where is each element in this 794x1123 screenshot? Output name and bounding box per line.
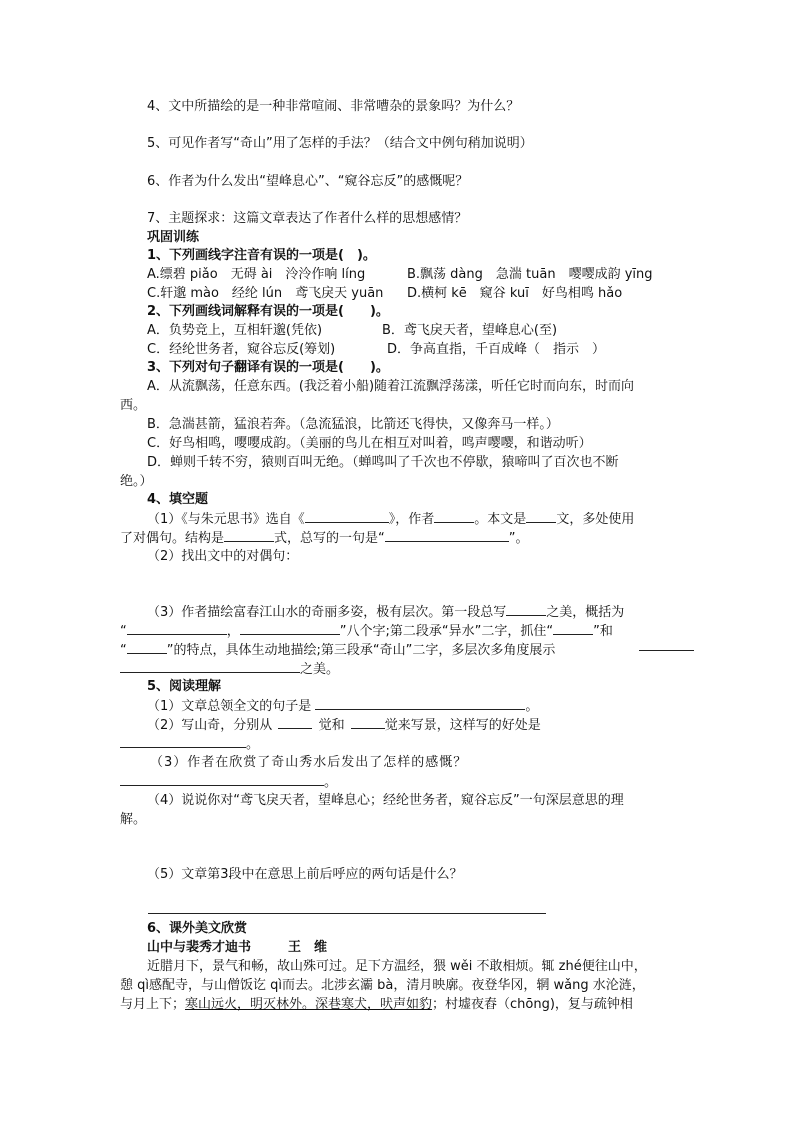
exercise-2-title: 2、下列画线词解释有误的一项是( )。 <box>147 304 389 319</box>
reading-item-4-cont: 解。 <box>120 812 147 827</box>
fill-blank[interactable] <box>506 603 546 616</box>
fill-blank[interactable] <box>385 529 509 542</box>
reading-item-2-cont: 。 <box>120 735 259 753</box>
exercise-3-option-c: C．好鸟相鸣，嘤嘤成韵。（美丽的鸟儿在相互对叫着，鸣声嘤嘤，和谐动听） <box>147 436 592 451</box>
exercise-1-option-b: B.飘荡 dàng 急湍 tuān 嘤嘤成韵 yīng <box>407 267 653 282</box>
fill-blank[interactable] <box>639 650 694 651</box>
fill-blank[interactable] <box>305 510 389 523</box>
essay-line-1: 近腊月下，景气和畅，故山殊可过。足下方温经，猥 wěi 不敢相烦。辄 zhé便往山中， <box>147 959 647 974</box>
fill-blank[interactable] <box>240 622 340 635</box>
fill-item-1: （1）《与朱元思书》选自《 》，作者 。本文是 文，多处使用 <box>147 512 635 527</box>
section-heading-reading: 5、阅读理解 <box>147 679 222 694</box>
essay-author: 王 维 <box>288 940 328 955</box>
fill-blank[interactable] <box>120 660 300 673</box>
answer-blank[interactable] <box>351 716 385 729</box>
exercise-3-option-b: B．急湍甚箭，猛浪若奔。（急流猛浪，比箭还飞得快，又像奔马一样。） <box>147 417 559 432</box>
reading-item-3: （3）作者在欣赏了奇山秀水后发出了怎样的感慨？ <box>150 755 468 770</box>
exercise-3-option-a: A．从流飘荡，任意东西。(我泛着小船)随着江流飘浮荡漾，听任它时而向东，时而向 <box>147 379 635 394</box>
essay-title: 山中与裴秀才迪书 <box>147 940 252 955</box>
exercise-3-option-d: D．蝉则千转不穷，猿则百叫无绝。（蝉鸣叫了千次也不停歇，猿啼叫了百次也不断 <box>147 455 619 470</box>
fill-item-3-cont-3: 之美。 <box>120 660 339 678</box>
answer-line[interactable] <box>148 913 546 914</box>
fill-blank[interactable] <box>127 641 167 654</box>
exercise-1-option-a: A.缥碧 piǎo 无碍 ài 泠泠作响 líng <box>147 267 366 282</box>
fill-blank[interactable] <box>127 622 227 635</box>
fill-blank[interactable] <box>526 510 556 523</box>
section-heading-fill: 4、填空题 <box>147 492 209 507</box>
exercise-1-option-c: C.轩邈 mào 经纶 lún 鸢飞戾天 yuān <box>147 286 384 301</box>
exercise-2-option-c: C．经纶世务者，窥谷忘反(筹划) <box>147 342 336 357</box>
exercise-3-option-a-cont: 西。 <box>120 398 147 413</box>
exercise-1-title: 1、下列画线字注音有误的一项是( )。 <box>147 248 376 263</box>
reading-item-5: （5）文章第3段中在意思上前后呼应的两句话是什么？ <box>147 867 463 882</box>
question-6: 6、作者为什么发出“望峰息心”、“窥谷忘反”的感慨呢？ <box>147 174 469 189</box>
answer-blank[interactable] <box>120 735 246 748</box>
fill-item-3: （3）作者描绘富春江山水的奇丽多姿，极有层次。第一段总写 之美，概括为 <box>147 605 625 620</box>
exercise-3-option-d-cont: 绝。） <box>120 474 153 489</box>
exercise-1-option-d: D.横柯 kē 窥谷 kuī 好鸟相鸣 hǎo <box>407 286 623 301</box>
fill-blank[interactable] <box>553 622 593 635</box>
essay-underlined-phrase: 寒山远火，明灭林外。深巷寒犬，吠声如豹 <box>185 997 433 1012</box>
essay-line-3: 与月上下；寒山远火，明灭林外。深巷寒犬，吠声如豹；村墟夜舂（chōng)，复与疏钟相 <box>120 997 633 1012</box>
answer-blank[interactable] <box>120 773 324 786</box>
fill-item-1-cont: 了对偶句。结构是 式，总写的一句是“ ”。 <box>120 531 529 546</box>
fill-item-3-cont-1: “ ， ”八个字;第二段承“异水”二字，抓住“ ”和 <box>120 624 613 639</box>
section-heading-extra: 6、课外美文欣赏 <box>147 921 248 936</box>
exercise-2-option-b: B．鸢飞戾天者，望峰息心(至) <box>382 323 558 338</box>
fill-item-2: （2）找出文中的对偶句： <box>147 549 299 564</box>
fill-blank[interactable] <box>224 529 274 542</box>
reading-item-4: （4）说说你对“鸢飞戾天者，望峰息心；经纶世务者，窥谷忘反”一句深层意思的理 <box>147 793 624 808</box>
answer-blank[interactable] <box>278 716 312 729</box>
fill-blank[interactable] <box>434 510 474 523</box>
essay-line-2: 憩 qì感配寺，与山僧饭讫 qì而去。北涉玄灞 bà，清月映廓。夜登华冈，辋 wǎng 水沦涟， <box>120 978 645 993</box>
question-4: 4、文中所描绘的是一种非常喧闹、非常嘈杂的景象吗？为什么？ <box>147 99 520 114</box>
section-heading-consolidate: 巩固训练 <box>147 230 200 245</box>
reading-item-1: （1）文章总领全文的句子是 。 <box>147 699 539 714</box>
exercise-2-option-a: A．负势竞上，互相轩邈(凭依) <box>147 323 323 338</box>
answer-blank[interactable] <box>315 697 525 710</box>
exercise-2-option-d: D．争高直指，千百成峰（ 指示 ） <box>387 342 606 357</box>
question-5: 5、可见作者写“奇山”用了怎样的手法？（结合文中例句稍加说明） <box>147 136 533 151</box>
exercise-3-title: 3、下列对句子翻译有误的一项是( )。 <box>147 360 389 375</box>
reading-item-3-cont: 。 <box>120 773 337 791</box>
fill-item-3-cont-2: “ ”的特点，具体生动地描绘;第三段承“奇山”二字，多层次多角度展示 <box>120 643 556 658</box>
reading-item-2: （2）写山奇，分别从 觉和 觉来写景，这样写的好处是 <box>147 718 541 733</box>
question-7: 7、主题探求：这篇文章表达了作者什么样的思想感情？ <box>147 211 468 226</box>
